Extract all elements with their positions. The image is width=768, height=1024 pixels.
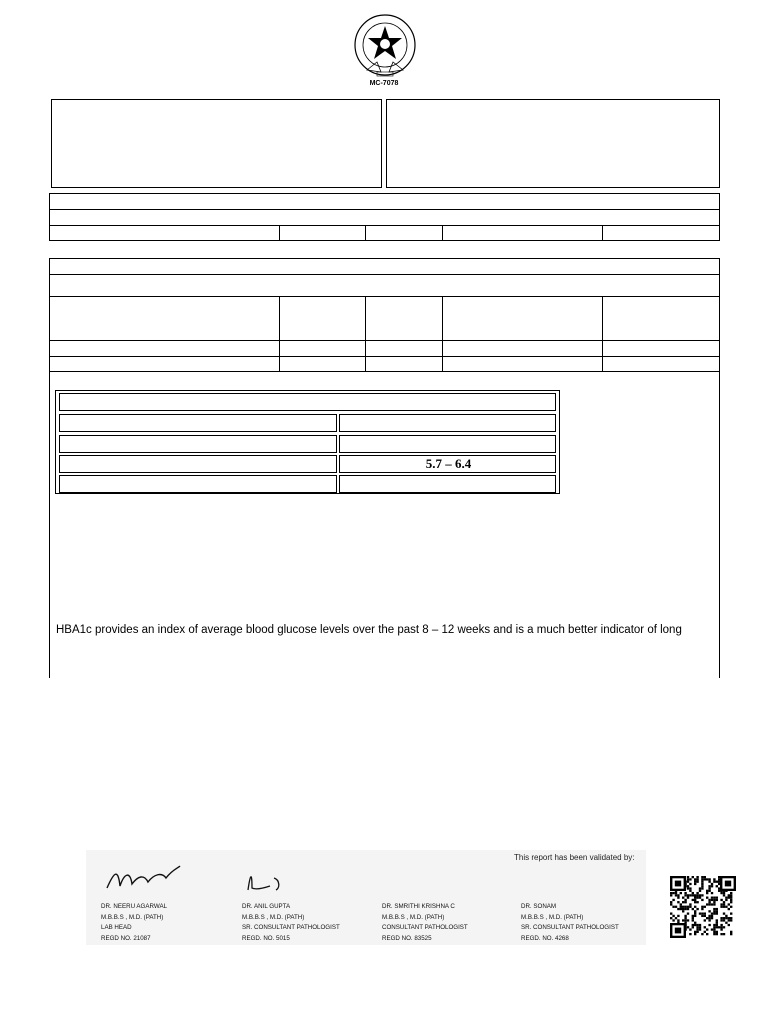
signature-neeru-icon	[104, 862, 184, 894]
doctor-block-3: DR. SMRITHI KRISHNA C M.B.B.S , M.D. (PATH) CONSULTANT PATHOLOGIST REGD NO. 83525	[382, 903, 468, 942]
hba1c-reference-table	[55, 390, 560, 494]
patient-info-box-right	[386, 99, 720, 188]
test-header-table	[49, 193, 720, 241]
reference-cell	[59, 414, 337, 432]
interpretation-note: HBA1c provides an index of average blood glucose levels over the past 8 – 12 weeks and is a much better indicator of long	[56, 624, 682, 636]
reference-cell	[59, 435, 337, 453]
lab-emblem-icon	[347, 12, 423, 88]
doctor-block-4: DR. SONAM M.B.B.S , M.D. (PATH) SR. CONSULTANT PATHOLOGIST REGD. NO. 4268	[521, 903, 619, 942]
reference-cell	[339, 475, 556, 493]
reference-cell	[339, 414, 556, 432]
qr-code-icon[interactable]	[670, 876, 736, 938]
accreditation-code: MC-7078	[369, 80, 399, 87]
reference-cell	[59, 455, 337, 473]
reference-title-cell	[59, 393, 556, 411]
reference-cell	[59, 475, 337, 493]
signature-anil-icon	[240, 866, 290, 894]
doctor-block-2: DR. ANIL GUPTA M.B.B.S , M.D. (PATH) SR. CONSULTANT PATHOLOGIST REGD. NO. 5015	[242, 903, 340, 942]
prediabetes-range-value: 5.7 – 6.4	[425, 456, 472, 471]
doctor-block-1: DR. NEERU AGARWAL M.B.B.S , M.D. (PATH) LAB HEAD REGD NO. 21087	[101, 903, 168, 942]
patient-info-box-left	[51, 99, 382, 188]
reference-cell	[339, 435, 556, 453]
validated-by-text: This report has been validated by:	[514, 853, 635, 862]
